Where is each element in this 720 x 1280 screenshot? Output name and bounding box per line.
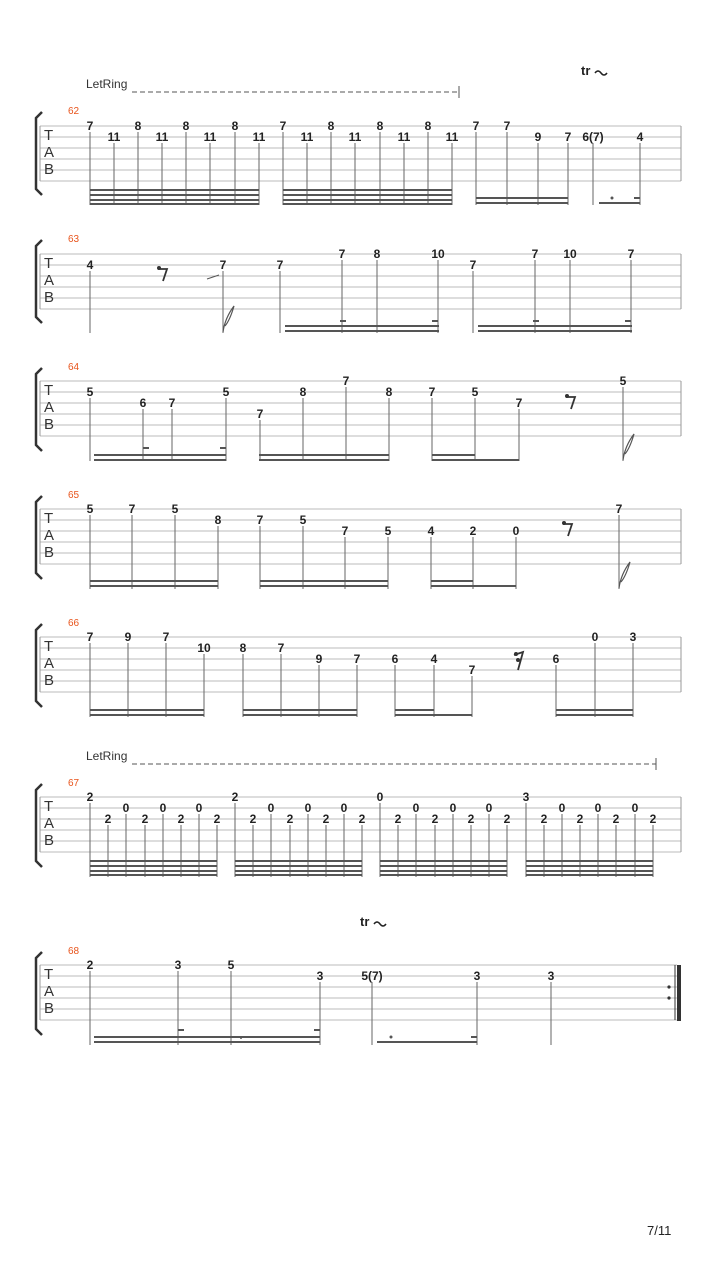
tab-clef-t: T — [44, 255, 54, 272]
fret-number: 4 — [86, 258, 94, 272]
fret-number: 10 — [563, 247, 577, 261]
fret-number: 8 — [373, 247, 381, 261]
fret-number: 11 — [252, 130, 266, 144]
fret-number: 8 — [327, 119, 335, 133]
fret-number: 3 — [473, 969, 481, 983]
fret-number: 2 — [467, 812, 475, 826]
fret-number: 8 — [214, 513, 222, 527]
fret-notes — [87, 374, 627, 461]
measure-number: 63 — [68, 234, 80, 245]
fret-number: 7 — [256, 407, 264, 421]
tab-clef-a: A — [44, 815, 55, 832]
fret-number: 8 — [424, 119, 432, 133]
fret-number: 0 — [485, 801, 493, 815]
tab-staff — [36, 240, 681, 323]
fret-number: 5 — [227, 958, 235, 972]
let-ring-label: LetRing — [86, 77, 128, 91]
fret-notes — [87, 958, 555, 1045]
tab-clef-t: T — [44, 382, 54, 399]
fret-number: 0 — [591, 630, 599, 644]
measure-number: 65 — [68, 490, 80, 501]
fret-number: 7 — [128, 502, 136, 516]
fret-number: 3 — [547, 969, 555, 983]
fret-number: 5(7) — [361, 969, 383, 983]
fret-number: 8 — [231, 119, 239, 133]
fret-number: 4 — [636, 130, 644, 144]
fret-number: 2 — [104, 812, 112, 826]
tab-clef-t: T — [44, 127, 54, 144]
fret-number: 7 — [472, 119, 480, 133]
fret-number: 2 — [286, 812, 294, 826]
fret-number: 3 — [522, 790, 530, 804]
fret-number: 0 — [412, 801, 420, 815]
fret-number: 7 — [469, 258, 477, 272]
system-measure-64 — [36, 362, 681, 461]
fret-number: 7 — [515, 396, 523, 410]
tab-clef-a: A — [44, 399, 55, 416]
fret-number: 2 — [612, 812, 620, 826]
fret-number: 3 — [316, 969, 324, 983]
fret-number: 5 — [299, 513, 307, 527]
fret-number: 2 — [177, 812, 185, 826]
rhythm-beams — [90, 189, 640, 205]
fret-number: 7 — [277, 641, 285, 655]
fret-number: 2 — [469, 524, 477, 538]
fret-number: 0 — [340, 801, 348, 815]
fret-number: 0 — [122, 801, 130, 815]
rest-symbol — [514, 652, 523, 670]
system-measure-68 — [36, 914, 681, 1045]
measure-number: 62 — [68, 106, 80, 117]
tab-staff — [36, 112, 681, 195]
fret-number: 7 — [168, 396, 176, 410]
tab-clef-a: A — [44, 983, 55, 1000]
tab-staff — [36, 368, 681, 451]
fret-number: 7 — [468, 663, 476, 677]
rhythm-beams — [94, 1029, 477, 1043]
fret-number: 2 — [431, 812, 439, 826]
rhythm-beams — [90, 860, 653, 876]
fret-notes — [87, 630, 637, 717]
fret-number: 5 — [384, 524, 392, 538]
fret-number: 11 — [155, 130, 169, 144]
fret-number: 0 — [594, 801, 602, 815]
fret-number: 8 — [385, 385, 393, 399]
fret-number: 11 — [445, 130, 459, 144]
fret-number: 2 — [576, 812, 584, 826]
fret-number: 7 — [338, 247, 346, 261]
fret-number: 2 — [86, 958, 94, 972]
fret-number: 0 — [195, 801, 203, 815]
tab-clef-b: B — [44, 416, 55, 433]
fret-number: 7 — [86, 119, 94, 133]
fret-number: 0 — [376, 790, 384, 804]
fret-number: 2 — [503, 812, 511, 826]
fret-number: 5 — [222, 385, 230, 399]
rest-symbol — [562, 521, 572, 536]
fret-number: 0 — [304, 801, 312, 815]
tab-clef-a: A — [44, 272, 55, 289]
fret-number: 10 — [197, 641, 211, 655]
measure-number: 68 — [68, 946, 80, 957]
fret-number: 7 — [428, 385, 436, 399]
fret-number: 7 — [627, 247, 635, 261]
system-measure-63 — [36, 234, 681, 333]
fret-number: 7 — [564, 130, 572, 144]
tab-clef-a: A — [44, 527, 55, 544]
fret-number: 0 — [449, 801, 457, 815]
fret-number: 6 — [552, 652, 560, 666]
tab-staff — [36, 952, 681, 1035]
system-measure-67 — [36, 749, 681, 877]
trill-mark: tr — [360, 914, 370, 929]
tab-clef-b: B — [44, 832, 55, 849]
repeat-end-barline — [667, 965, 681, 1021]
fret-number: 8 — [182, 119, 190, 133]
let-ring-label: LetRing — [86, 749, 128, 763]
fret-number: 7 — [256, 513, 264, 527]
fret-number: 0 — [631, 801, 639, 815]
fret-number: 8 — [376, 119, 384, 133]
fret-number: 2 — [358, 812, 366, 826]
fret-number: 7 — [615, 502, 623, 516]
fret-number: 2 — [394, 812, 402, 826]
tab-clef-b: B — [44, 1000, 55, 1017]
measure-number: 64 — [68, 362, 80, 373]
fret-number: 4 — [427, 524, 435, 538]
rest-symbol — [565, 394, 575, 409]
fret-number: 7 — [279, 119, 287, 133]
fret-number: 4 — [430, 652, 438, 666]
fret-notes — [87, 790, 657, 877]
fret-notes — [87, 502, 623, 589]
fret-number: 5 — [471, 385, 479, 399]
system-measure-62 — [36, 63, 681, 205]
tab-clef-t: T — [44, 510, 54, 527]
fret-number: 11 — [203, 130, 217, 144]
fret-number: 2 — [86, 790, 94, 804]
fret-number: 0 — [512, 524, 520, 538]
fret-number: 9 — [534, 130, 542, 144]
fret-number: 6 — [139, 396, 147, 410]
fret-number: 6(7) — [582, 130, 604, 144]
fret-number: 2 — [249, 812, 257, 826]
fret-number: 0 — [159, 801, 167, 815]
fret-number: 11 — [348, 130, 362, 144]
fret-number: 2 — [540, 812, 548, 826]
rhythm-beams — [90, 709, 633, 716]
fret-number: 11 — [107, 130, 121, 144]
tab-clef-t: T — [44, 798, 54, 815]
fret-number: 0 — [267, 801, 275, 815]
fret-number: 3 — [629, 630, 637, 644]
fret-number: 7 — [86, 630, 94, 644]
fret-number: 2 — [649, 812, 657, 826]
tab-clef-b: B — [44, 289, 55, 306]
fret-number: 10 — [431, 247, 445, 261]
fret-number: 3 — [174, 958, 182, 972]
fret-number: 8 — [299, 385, 307, 399]
rest-symbol — [157, 266, 167, 281]
fret-number: 5 — [86, 385, 94, 399]
tab-clef-t: T — [44, 966, 54, 983]
fret-number: 7 — [353, 652, 361, 666]
tab-clef-t: T — [44, 638, 54, 655]
fret-number: 8 — [134, 119, 142, 133]
fret-number: 5 — [171, 502, 179, 516]
fret-number: 5 — [619, 374, 627, 388]
measure-number: 66 — [68, 618, 80, 629]
fret-number: 2 — [141, 812, 149, 826]
fret-number: 7 — [341, 524, 349, 538]
fret-number: 7 — [503, 119, 511, 133]
system-measure-65 — [36, 490, 681, 589]
fret-number: 9 — [124, 630, 132, 644]
fret-number: 2 — [213, 812, 221, 826]
tab-clef-a: A — [44, 144, 55, 161]
page-number: 7/11 — [647, 1223, 672, 1238]
fret-number: 5 — [86, 502, 94, 516]
fret-number: 8 — [239, 641, 247, 655]
fret-notes — [87, 119, 644, 205]
tab-clef-a: A — [44, 655, 55, 672]
fret-number: 9 — [315, 652, 323, 666]
fret-notes — [87, 247, 635, 333]
fret-number: 7 — [276, 258, 284, 272]
tab-clef-b: B — [44, 161, 55, 178]
tab-clef-b: B — [44, 544, 55, 561]
fret-number: 7 — [219, 258, 227, 272]
fret-number: 6 — [391, 652, 399, 666]
fret-number: 2 — [322, 812, 330, 826]
fret-number: 2 — [231, 790, 239, 804]
fret-number: 11 — [300, 130, 314, 144]
tab-clef-b: B — [44, 672, 55, 689]
fret-number: 7 — [162, 630, 170, 644]
fret-number: 0 — [558, 801, 566, 815]
system-measure-66 — [36, 618, 681, 717]
fret-number: 7 — [342, 374, 350, 388]
measure-number: 67 — [68, 778, 80, 789]
rhythm-beams — [285, 320, 632, 332]
rhythm-beams — [94, 447, 519, 461]
fret-number: 7 — [531, 247, 539, 261]
trill-mark: tr — [581, 63, 591, 78]
fret-number: 11 — [397, 130, 411, 144]
